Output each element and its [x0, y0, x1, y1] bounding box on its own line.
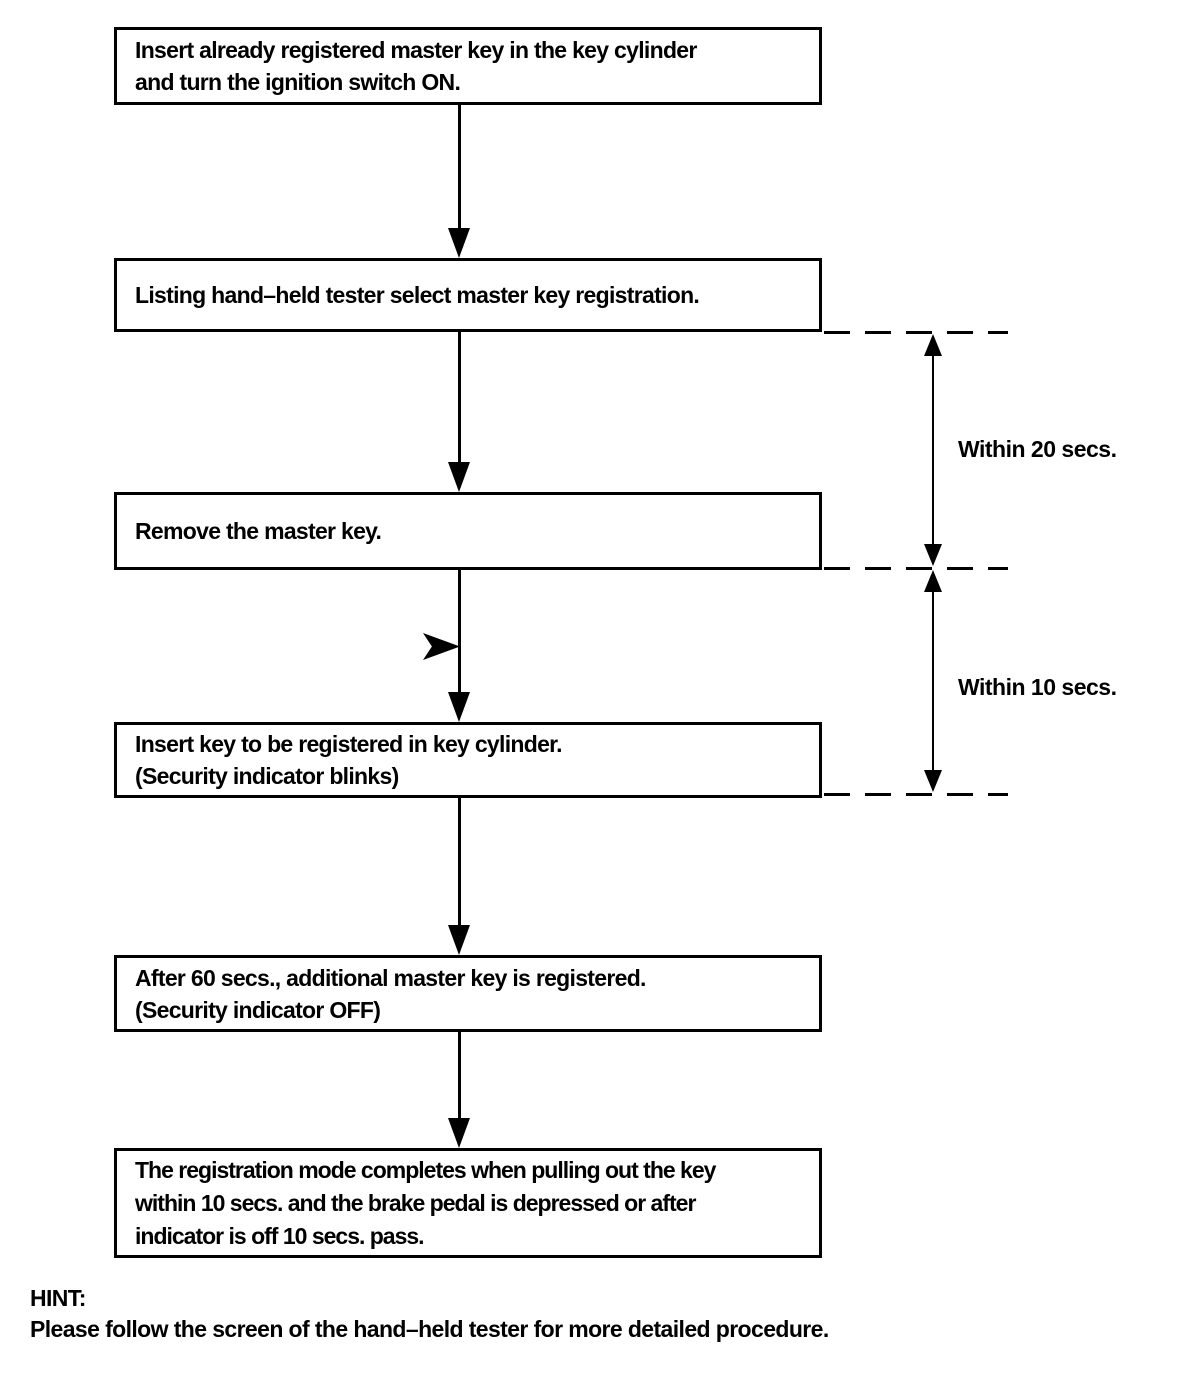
- step-box-key-registered: [114, 955, 822, 1032]
- step-text: (Security indicator blinks): [135, 763, 399, 789]
- timing-arrow-20s: [932, 338, 934, 564]
- flow-arrow-stem-2: [458, 332, 461, 466]
- arrowhead-down-icon: [448, 1118, 470, 1148]
- arrowhead-down-icon: [924, 544, 942, 566]
- flow-arrow-stem-1: [458, 105, 461, 232]
- step-text: Insert key to be registered in key cylinder.: [135, 731, 562, 757]
- hint-body: Please follow the screen of the hand–held tester for more detailed procedure.: [30, 1316, 829, 1342]
- hint-note: [30, 1283, 829, 1345]
- step-text: within 10 secs. and the brake pedal is depressed or after: [135, 1189, 696, 1216]
- flow-arrow-stem-5: [458, 1032, 461, 1122]
- timing-arrow-10s: [932, 574, 934, 790]
- step-box-registration-complete: [114, 1148, 822, 1258]
- step-box-select-registration: [114, 258, 822, 332]
- flow-arrow-stem-3: [458, 570, 461, 696]
- step-text: The registration mode completes when pulling out the key: [135, 1156, 716, 1183]
- step-box-insert-new-key: [114, 722, 822, 798]
- dashed-reference-line-3: [824, 793, 1008, 796]
- arrowhead-down-icon: [448, 228, 470, 258]
- step-text: (Security indicator OFF): [135, 996, 381, 1023]
- step-text: and turn the ignition switch ON.: [135, 69, 461, 95]
- arrowhead-down-icon: [448, 925, 470, 955]
- arrowhead-down-icon: [924, 770, 942, 792]
- dashed-reference-line-1: [824, 331, 1008, 334]
- step-text: indicator is off 10 secs. pass.: [135, 1222, 424, 1249]
- step-text: After 60 secs., additional master key is registered.: [135, 964, 646, 991]
- arrowhead-down-icon: [448, 462, 470, 492]
- timing-label-20s: Within 20 secs.: [958, 436, 1117, 462]
- arrowhead-down-icon: [448, 692, 470, 722]
- step-box-insert-registered-key: [114, 27, 822, 105]
- arrowhead-right-icon: [423, 633, 460, 660]
- dashed-reference-line-2: [824, 567, 1008, 570]
- step-text: Insert already registered master key in the key cylinder: [135, 37, 697, 63]
- step-text: Listing hand–held tester select master key registration.: [135, 282, 700, 308]
- hint-heading: HINT:: [30, 1285, 86, 1311]
- step-box-remove-master-key: [114, 492, 822, 570]
- flow-arrow-stem-4: [458, 798, 461, 929]
- step-text: Remove the master key.: [135, 518, 382, 544]
- timing-label-10s: Within 10 secs.: [958, 674, 1117, 700]
